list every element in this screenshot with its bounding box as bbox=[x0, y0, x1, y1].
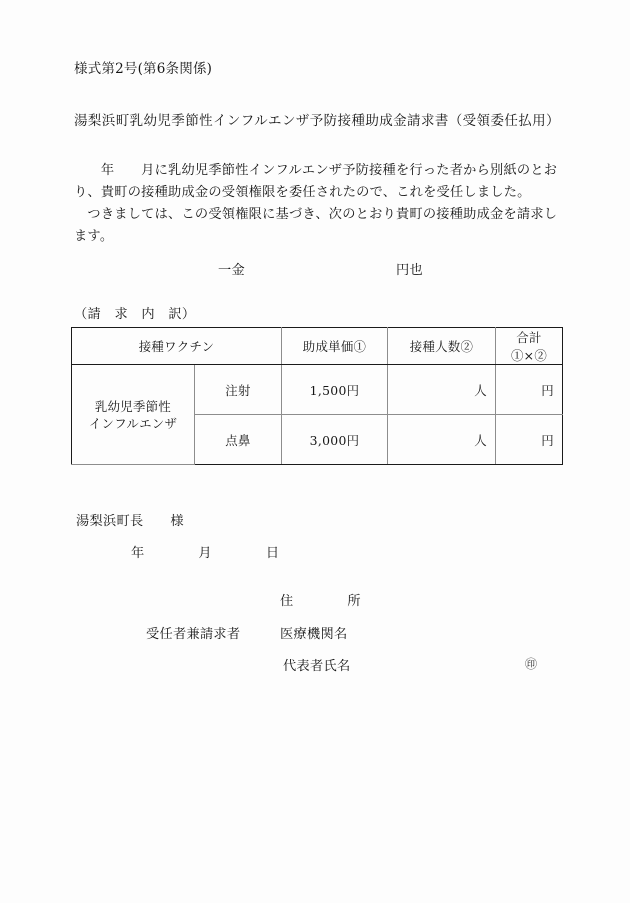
paragraph-delegation: 年 月に乳幼児季節性インフルエンザ予防接種を行った者から別紙のとおり、貴町の接種助成金の受領権限を委任されたので、これを受任しました。 bbox=[74, 163, 558, 200]
column-header-count: 接種人数② bbox=[388, 328, 496, 365]
breakdown-caption: （請 求 内 訳） bbox=[74, 307, 196, 322]
column-header-total: 合計①×② bbox=[496, 328, 563, 365]
cell-count-injection[interactable]: 人 bbox=[388, 365, 496, 415]
form-number: 様式第2号(第6条関係) bbox=[74, 61, 213, 77]
amount-unit-label: 円也 bbox=[396, 263, 423, 278]
amount-label: 一金 bbox=[218, 263, 245, 278]
cell-unit-price-nasal: 3,000円 bbox=[282, 415, 388, 465]
body-text bbox=[74, 160, 566, 248]
breakdown-table bbox=[71, 327, 563, 465]
clinic-name-label: 医療機関名 bbox=[280, 627, 348, 642]
signature-role-label: 受任者兼請求者 bbox=[146, 627, 241, 642]
column-header-unit-price: 助成単価① bbox=[282, 328, 388, 365]
vaccine-name-line1: 乳幼児季節性 bbox=[94, 398, 172, 414]
seal-icon: ㊞ bbox=[525, 657, 538, 671]
cell-total-nasal[interactable]: 円 bbox=[496, 415, 563, 465]
table-header-row bbox=[72, 328, 563, 365]
vaccine-name-line2: インフルエンザ bbox=[88, 415, 178, 431]
column-header-vaccine: 接種ワクチン bbox=[72, 328, 282, 365]
cell-method-nasal: 点鼻 bbox=[195, 415, 282, 465]
date-line[interactable]: 年 月 日 bbox=[131, 546, 280, 561]
address-label: 住 所 bbox=[280, 594, 361, 609]
cell-unit-price-injection: 1,500円 bbox=[282, 365, 388, 415]
page-title: 湯梨浜町乳幼児季節性インフルエンザ予防接種助成金請求書（受領委任払用） bbox=[74, 113, 560, 129]
addressee: 湯梨浜町長 様 bbox=[76, 514, 184, 529]
paragraph-claim: つきましては、この受領権限に基づき、次のとおり貴町の接種助成金を請求します。 bbox=[74, 207, 558, 244]
cell-total-injection[interactable]: 円 bbox=[496, 365, 563, 415]
table-row bbox=[72, 365, 563, 415]
cell-vaccine-name bbox=[72, 365, 195, 465]
cell-count-nasal[interactable]: 人 bbox=[388, 415, 496, 465]
representative-name-label: 代表者氏名 bbox=[283, 659, 351, 674]
cell-method-injection: 注射 bbox=[195, 365, 282, 415]
